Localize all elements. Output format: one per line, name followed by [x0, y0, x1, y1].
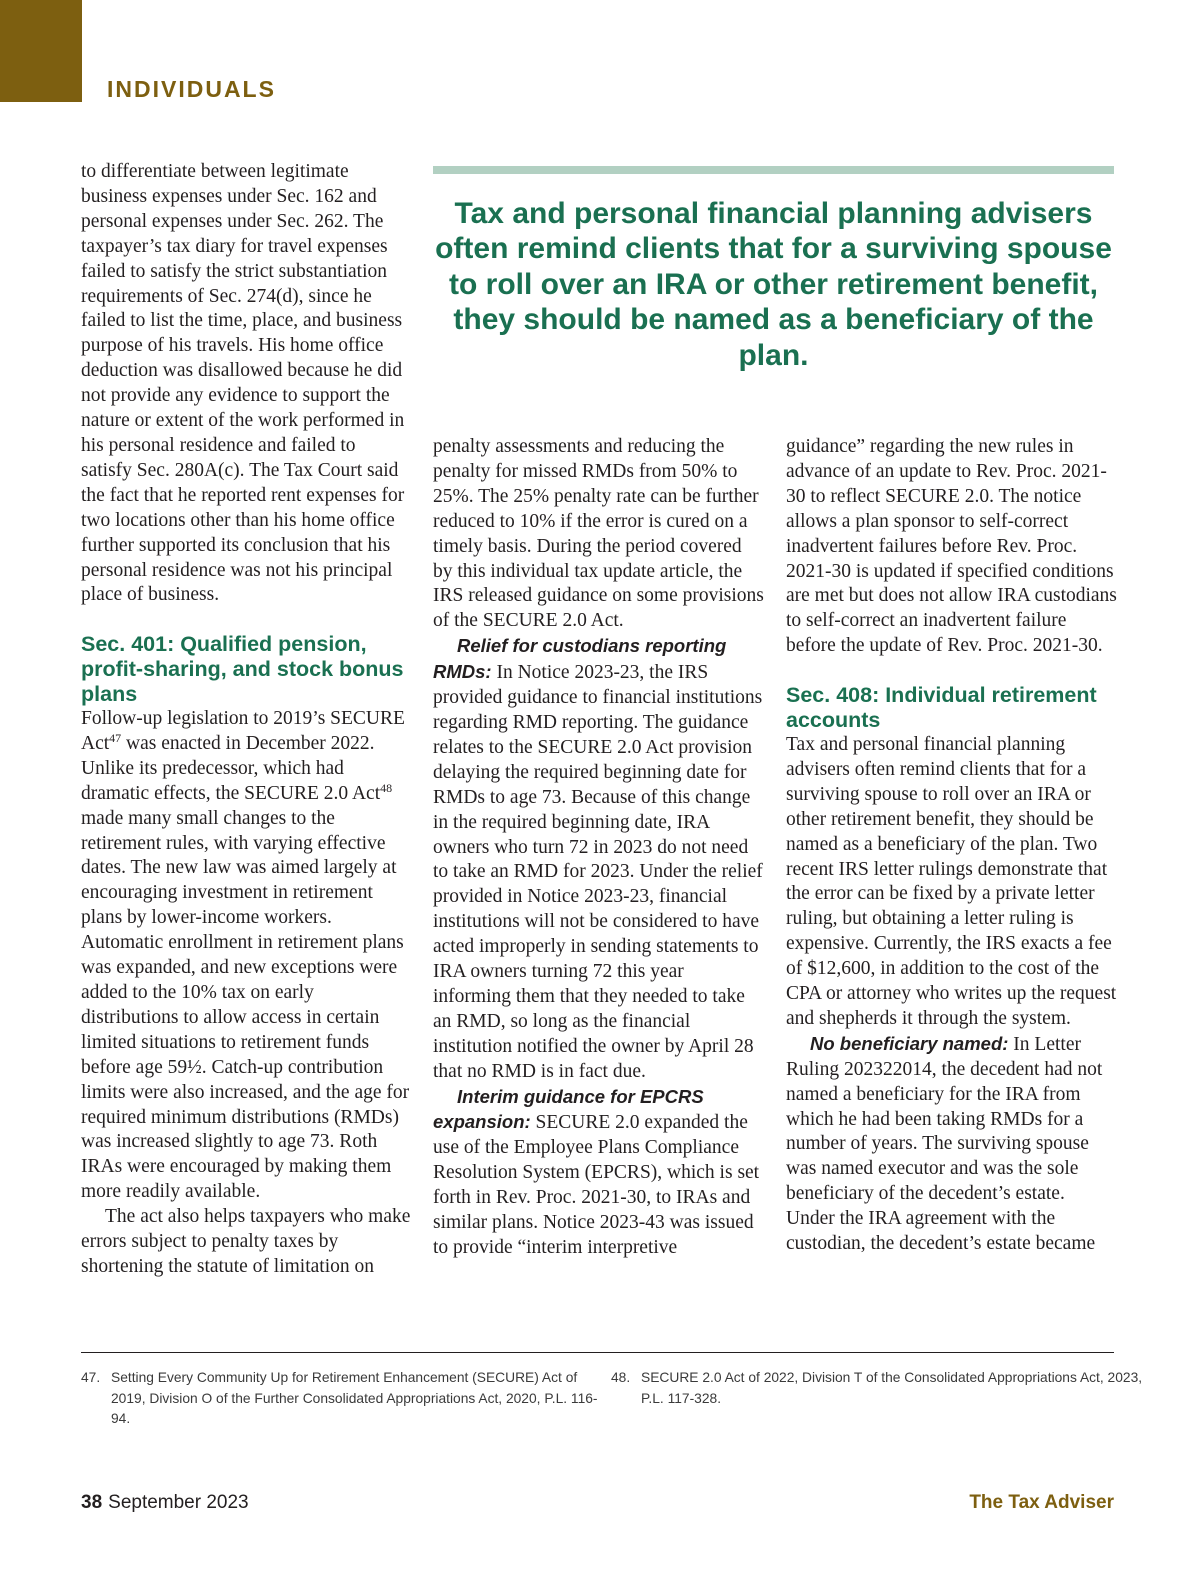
footnote-ref-48[interactable]: 48: [380, 780, 393, 795]
footnote-text: SECURE 2.0 Act of 2022, Division T of the Consolidated Appropriations Act, 2023, P.L. 117-328.: [641, 1370, 1143, 1406]
footnote-48: [611, 1368, 1144, 1409]
pull-quote-rule: [433, 166, 1114, 174]
footnote-47: [81, 1368, 614, 1430]
sec-408-heading: Sec. 408: Individual retirement accounts: [786, 683, 1097, 733]
epcrs-runin-heading: Interim guidance for EPCRS expansion:: [433, 1085, 704, 1133]
sec-401-heading: Sec. 401: Qualified pension, profit-sharing, and stock bonus plans: [81, 632, 404, 707]
footnote-divider: [81, 1352, 1114, 1353]
col2-paragraph-2: [433, 634, 766, 1084]
col1-paragraph-3: The act also helps taxpayers who make errors subject to penalty taxes by shortening the statute of limitation on: [81, 1206, 411, 1277]
pull-quote: Tax and personal financial planning advisers often remind clients that for a surviving spouse to roll over an IRA or other retirement benefit, they should be named as a beneficiary of the plan.: [435, 197, 1112, 372]
publication-name: The Tax Adviser: [969, 1492, 1114, 1513]
section-label: INDIVIDUALS: [107, 76, 276, 102]
col3-paragraph-2: Tax and personal financial planning advisers often remind clients that for a surviving spouse to roll over an IRA or other retirement benefit, they should be named as a beneficiary of the plan. Two recent IRS letter rulings demonstrate that the error can be fixed by a private letter ruling, but obtaining a letter ruling is expensive. Currently, the IRS exacts a fee of $12,600, in addition to the cost of the CPA or attorney who writes up the request and shepherds it through the system.: [786, 733, 1117, 1029]
col2-paragraph-1: penalty assessments and reducing the penalty for missed RMDs from 50% to 25%. The 25% penalty rate can be further reduced to 10% if the error is cured on a timely basis. During the period covered by this individual tax update article, the IRS released guidance on some provisions of the SECURE 2.0 Act.: [433, 436, 764, 632]
col3-paragraph-1: guidance” regarding the new rules in advance of an update to Rev. Proc. 2021-30 to reflect SECURE 2.0. The notice allows a plan sponsor to self-correct inadvertent failures before Rev. Proc. 2021-30 is updated if specified conditions are met but does not allow IRA custodians to self-correct an inadvertent failure before the update of Rev. Proc. 2021-30.: [786, 436, 1117, 657]
col2-p2-text: In Notice 2023-23, the IRS provided guidance to financial institutions regarding RMD reporting. The guidance relates to the SECURE 2.0 Act provision delaying the required beginning date for RMDs to age 73. Because of this change in the required beginning date, IRA owners who turn 72 in 2023 do not need to take an RMD for 2023. Under the relief provided in Notice 2023-23, financial institutions will not be considered to have acted improperly in sending statements to IRA owners turning 72 this year informing them that they needed to take an RMD, so long as the financial institution notified the owner by April 28 that no RMD is in fact due.: [433, 662, 763, 1082]
col3-p3-text: In Letter Ruling 202322014, the decedent had not named a beneficiary for the IRA from which he had been taking RMDs for a number of years. The surviving spouse was named executor and was the sole beneficiary of the decedent’s estate. Under the IRA agreement with the custodian, the decedent’s estate became: [786, 1033, 1103, 1255]
col1-p2-text-b: was enacted in December 2022. Unlike its predecessor, which had dramatic effects, the SECURE 2.0 Act: [81, 732, 381, 804]
col1-paragraph-2: [81, 707, 411, 1205]
col1-p2-text-a: Follow-up legislation to 2019’s SECURE Act: [81, 708, 405, 754]
col2-paragraph-3: [433, 1085, 766, 1261]
col1-paragraph-1: to differentiate between legitimate business expenses under Sec. 162 and personal expenses under Sec. 262. The taxpayer’s tax diary for travel expenses failed to satisfy the strict substantiation requirements of Sec. 274(d), since he failed to list the time, place, and business purpose of his travels. His home office deduction was disallowed because he did not provide any evidence to support the nature or extent of the work performed in his personal residence and failed to satisfy Sec. 280A(c). The Tax Court said the fact that he reported rent expenses for two locations other than his home office further supported its conclusion that his personal residence was not his principal place of business.: [81, 161, 405, 606]
no-beneficiary-runin-heading: No beneficiary named:: [810, 1032, 1009, 1054]
corner-color-block: [0, 0, 82, 102]
col2-p3-text: SECURE 2.0 expanded the use of the Employee Plans Compliance Resolution System (EPCRS), which is set forth in Rev. Proc. 2021-30, to IRAs and similar plans. Notice 2023-43 was issued to provide “interim interpretive: [433, 1112, 760, 1258]
page-folio: [81, 1492, 249, 1514]
page-number: 38: [81, 1492, 103, 1513]
custodians-runin-heading: Relief for custodians reporting RMDs:: [433, 635, 727, 683]
column-2: [433, 435, 766, 1261]
footnote-ref-47[interactable]: 47: [109, 730, 122, 745]
col3-paragraph-3: [786, 1032, 1118, 1257]
footnote-number: 48.: [611, 1370, 631, 1385]
footnote-number: 47.: [81, 1370, 101, 1385]
issue-date: September 2023: [108, 1492, 249, 1513]
footnote-text: Setting Every Community Up for Retirement Enhancement (SECURE) Act of 2019, Division O of the Further Consolidated Appropriations Act, 2020, P.L. 116-94.: [111, 1370, 598, 1426]
col1-p2-text-c: made many small changes to the retirement rules, with varying effective dates. The new law was aimed largely at encouraging investment in retirement plans by lower-income workers. Automatic enrollment in retirement plans was expanded, and new exceptions were added to the 10% tax on early distributions to allow access in certain limited situations to retirement funds before age 59½. Catch-up contribution limits were also increased, and the age for required minimum distributions (RMDs) was increased slightly to age 73. Roth IRAs were encouraged by making them more readily available.: [81, 807, 410, 1203]
column-1: [81, 160, 411, 1280]
column-3: [786, 435, 1118, 1257]
